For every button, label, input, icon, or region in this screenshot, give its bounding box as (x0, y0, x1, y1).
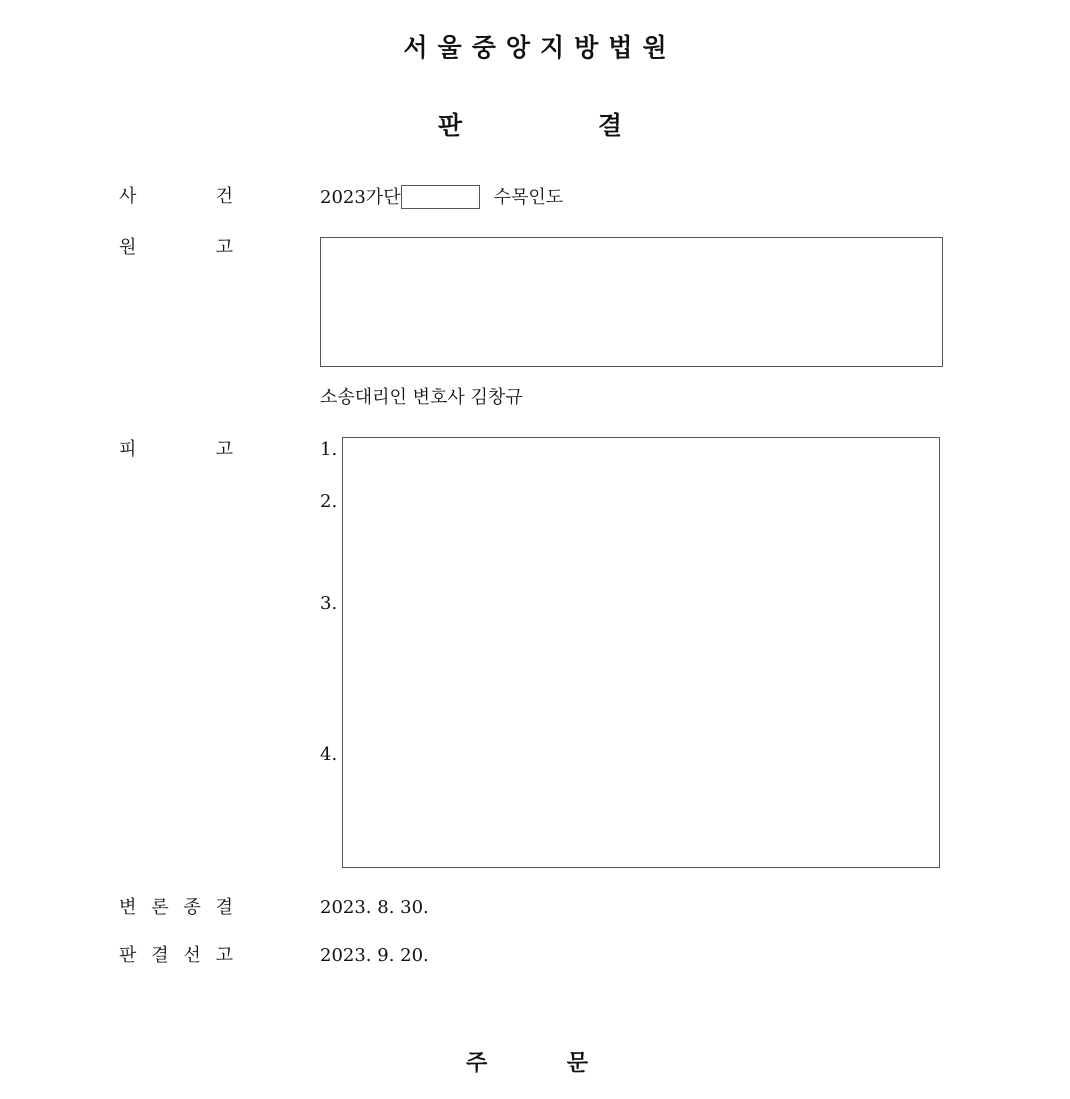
case-number-redaction (401, 185, 480, 209)
defendant-redaction (342, 437, 940, 868)
defendant-number: 4. (320, 744, 338, 765)
judgment-date-value: 2023. 9. 20. (320, 945, 429, 966)
judgment-date-label: 판 결 선 고 (119, 945, 233, 966)
case-number-prefix: 2023가단 (320, 187, 401, 208)
section-title (466, 1046, 588, 1077)
document-title (438, 106, 622, 142)
plaintiff-attorney: 소송대리인 변호사 김창규 (320, 387, 523, 408)
closing-argument-label: 변 론 종 결 (119, 897, 233, 918)
case-value (320, 186, 563, 210)
document-title-char: 판 (438, 111, 463, 140)
section-title-char: 주 (466, 1051, 488, 1076)
defendant-label: 피 고 (119, 439, 233, 460)
closing-argument-date: 2023. 8. 30. (320, 897, 429, 918)
case-label: 사 건 (119, 186, 233, 207)
section-title-char: 문 (566, 1051, 588, 1076)
plaintiff-redaction (320, 237, 943, 367)
court-name: 서울중앙지방법원 (403, 33, 677, 62)
defendant-number: 3. (320, 593, 338, 614)
plaintiff-label: 원 고 (119, 237, 233, 258)
case-name: 수목인도 (493, 187, 564, 208)
defendant-number: 1. (320, 439, 338, 460)
defendant-number: 2. (320, 491, 338, 512)
document-title-char: 결 (597, 111, 622, 140)
